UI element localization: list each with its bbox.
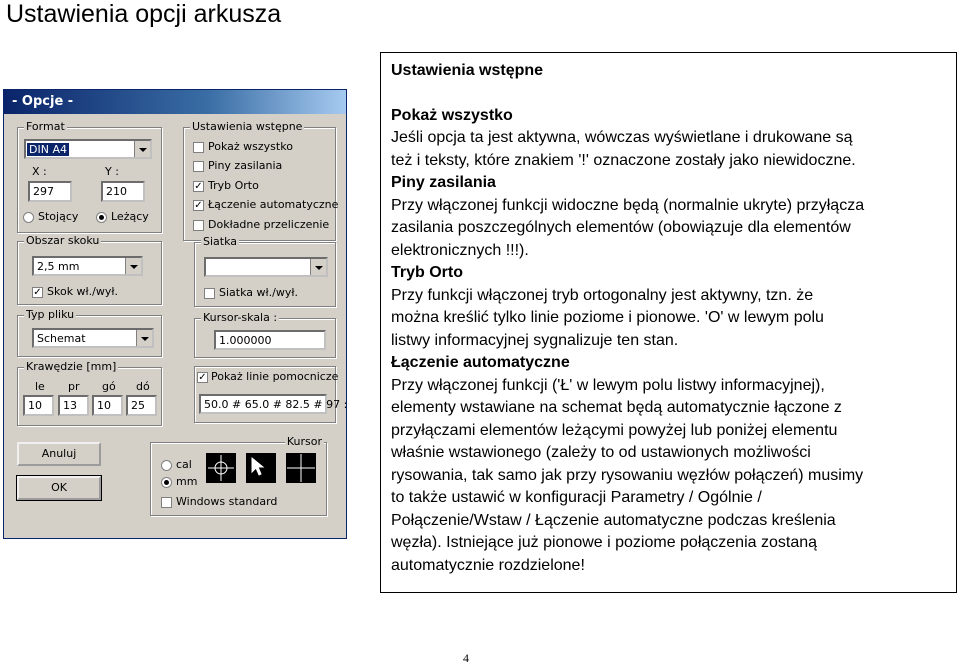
step-toggle-checkbox[interactable]: ✓	[33, 287, 42, 298]
x-size-field[interactable]: 297	[28, 181, 72, 202]
slide-title: Ustawienia opcji arkusza	[6, 0, 282, 28]
cancel-button[interactable]: Anuluj	[17, 442, 101, 466]
panel-line: automatycznie rozdzielone!	[391, 557, 585, 574]
step-area-label: Obszar skoku	[26, 234, 100, 247]
show-all-label: Pokaż wszystko	[208, 140, 293, 153]
panel-line: Łączenie automatyczne	[391, 354, 570, 371]
crosshair-circle-cursor-icon[interactable]	[206, 453, 236, 483]
panel-line: przyłączami elementów leżącymi powyżej lub poniżej elementu	[391, 422, 838, 439]
panel-line: Przy włączonej funkcji widoczne będą (normalnie ukryte) przyłącza	[391, 197, 865, 214]
units-cursor-group	[150, 435, 327, 516]
paper-format-value: DIN A4	[29, 143, 67, 156]
mm-radio[interactable]	[161, 477, 172, 488]
panel-line: można kreślić tylko linie poziome i pionowe. 'O' w lewym polu	[391, 309, 824, 326]
panel-line: Przy włączonej funkcji ('Ł' w lewym polu listwy informacyjnej),	[391, 377, 825, 394]
ok-button[interactable]: OK	[17, 476, 101, 500]
step-toggle-label: Skok wł./wył.	[47, 285, 119, 298]
file-type-label: Typ pliku	[26, 308, 75, 321]
margins-label: Krawędzie [mm]	[26, 360, 117, 373]
initial-settings-label: Ustawienia wstępne	[192, 120, 303, 133]
chevron-down-icon[interactable]	[125, 258, 141, 274]
panel-line: Pokaż wszystko	[391, 107, 513, 124]
margin-top-header: gó	[102, 380, 116, 393]
description-panel	[380, 52, 957, 593]
margin-bottom-field[interactable]: 25	[126, 395, 157, 416]
guides-checkbox[interactable]: ✓	[198, 372, 207, 383]
panel-line: elektronicznych !!!).	[391, 242, 529, 259]
step-size-value: 2,5 mm	[37, 260, 80, 273]
panel-line: elementy wstawiane na schemat będą automatycznie łączone z	[391, 399, 842, 416]
panel-line: też i teksty, które znakiem '!' oznaczone zostały jako niewidoczne.	[391, 152, 856, 169]
margin-top-field[interactable]: 10	[92, 395, 123, 416]
guides-group	[194, 366, 348, 423]
file-type-group	[17, 308, 162, 357]
power-pins-label: Piny zasilania	[208, 159, 283, 172]
inch-radio[interactable]	[161, 460, 172, 471]
chevron-down-icon[interactable]	[310, 259, 326, 275]
panel-line: Tryb Orto	[391, 264, 464, 281]
crosshair-cursor-icon[interactable]	[286, 453, 316, 483]
guides-field[interactable]: 50.0 # 65.0 # 82.5 # 97 :	[199, 394, 327, 414]
landscape-radio[interactable]	[96, 212, 107, 223]
y-label: Y :	[105, 165, 119, 178]
page-number: 4	[463, 651, 469, 665]
grid-label: Siatka	[203, 235, 238, 248]
initial-settings-group	[183, 120, 339, 241]
panel-line: rysowania, tak samo jak przy rysowaniu węzłów połączeń) musimy	[391, 467, 864, 484]
grid-toggle-label: Siatka wł./wył.	[219, 286, 298, 299]
y-size-field[interactable]: 210	[101, 181, 145, 202]
guides-label: Pokaż linie pomocnicze	[211, 370, 339, 383]
cursor-label: Kursor	[286, 435, 322, 448]
panel-line: to także ustawić w konfiguracji Parametry / Ogólnie /	[391, 489, 762, 506]
grid-toggle-checkbox[interactable]	[204, 288, 215, 299]
margin-left-header: le	[35, 380, 45, 393]
dialog-title: - Opcje -	[12, 94, 74, 109]
chevron-down-icon[interactable]	[136, 330, 152, 346]
mm-label: mm	[176, 475, 198, 488]
file-type-select[interactable]	[32, 328, 154, 348]
options-dialog	[3, 89, 347, 539]
grid-group	[194, 235, 336, 307]
auto-connect-label: Łączenie automatyczne	[208, 198, 339, 211]
inch-label: cal	[176, 458, 192, 471]
cursor-scale-label: Kursor-skala :	[203, 311, 278, 324]
show-all-checkbox[interactable]	[193, 142, 204, 153]
panel-line: Jeśli opcja ta jest aktywna, wówczas wyświetlane i drukowane są	[391, 129, 853, 146]
panel-line: zasilania poszczególnych elementów (obowiązuje dla elementów	[391, 219, 851, 236]
x-label: X :	[32, 165, 47, 178]
arrow-cursor-icon[interactable]	[246, 453, 276, 483]
margin-right-field[interactable]: 13	[58, 395, 89, 416]
panel-line: Połączenie/Wstaw / Łączenie automatyczne podczas kreślenia	[391, 512, 836, 529]
portrait-radio[interactable]	[23, 212, 34, 223]
step-area-group	[17, 234, 162, 305]
exact-calc-label: Dokładne przeliczenie	[208, 218, 330, 231]
cursor-scale-group	[194, 311, 336, 358]
file-type-value: Schemat	[37, 332, 86, 345]
auto-connect-checkbox[interactable]: ✓	[194, 200, 203, 211]
windows-standard-label: Windows standard	[176, 495, 278, 508]
chevron-down-icon[interactable]	[134, 141, 150, 157]
format-group	[17, 120, 162, 233]
landscape-label: Leżący	[111, 210, 149, 223]
margin-bottom-header: dó	[136, 380, 150, 393]
panel-line: węzła). Istniejące już pionowe i poziome połączenia zostaną	[391, 534, 818, 551]
ortho-mode-label: Tryb Orto	[208, 179, 259, 192]
cursor-scale-field[interactable]: 1.000000	[214, 330, 326, 350]
grid-select[interactable]	[204, 257, 328, 277]
power-pins-checkbox[interactable]	[193, 161, 204, 172]
panel-line: Przy funkcji włączonej tryb ortogonalny jest aktywny, tzn. że	[391, 287, 814, 304]
step-size-select[interactable]	[32, 256, 143, 276]
format-group-label: Format	[26, 120, 65, 133]
portrait-label: Stojący	[38, 210, 79, 223]
margin-left-field[interactable]: 10	[23, 395, 54, 416]
panel-line: Piny zasilania	[391, 174, 496, 191]
margins-group	[17, 360, 162, 426]
panel-line: właśnie wstawionego (zależy to od ustawionych możliwości	[391, 444, 811, 461]
windows-standard-checkbox[interactable]	[161, 497, 172, 508]
dialog-titlebar[interactable]	[4, 90, 346, 114]
panel-heading: Ustawienia wstępne	[391, 62, 544, 79]
panel-line: listwy informacyjnej sygnalizuje ten stan.	[391, 332, 679, 349]
ortho-mode-checkbox[interactable]: ✓	[194, 181, 203, 192]
margin-right-header: pr	[68, 380, 80, 393]
paper-format-select[interactable]	[24, 139, 152, 159]
exact-calc-checkbox[interactable]	[193, 220, 204, 231]
